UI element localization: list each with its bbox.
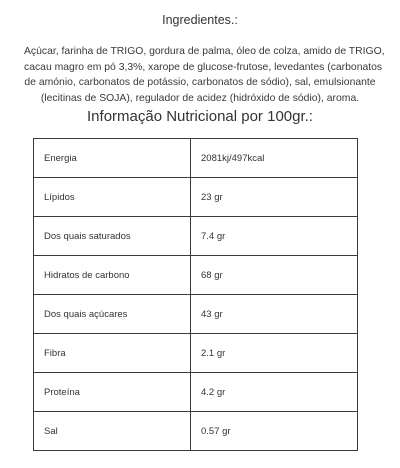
table-row	[34, 217, 358, 256]
table-row	[34, 373, 358, 412]
table-row	[34, 334, 358, 373]
ingredients-title: Ingredientes.:	[162, 13, 238, 27]
table-row	[34, 295, 358, 334]
nutrition-table	[33, 138, 358, 451]
ingredients-line: Açúcar, farinha de TRIGO, gordura de palma, óleo de colza, amido de TRIGO,	[24, 46, 385, 57]
table-row	[34, 139, 358, 178]
ingredients-text	[24, 44, 385, 106]
nutrient-value: 4.2 gr	[191, 373, 358, 412]
table-row	[34, 412, 358, 451]
nutrient-value: 0.57 gr	[191, 412, 358, 451]
table-row	[34, 178, 358, 217]
nutrition-title: Informação Nutricional por 100gr.:	[87, 108, 313, 125]
nutrient-name: Fibra	[34, 334, 191, 373]
nutrient-value: 43 gr	[191, 295, 358, 334]
nutrient-name: Hidratos de carbono	[34, 256, 191, 295]
nutrient-name: Energia	[34, 139, 191, 178]
nutrient-value: 7.4 gr	[191, 217, 358, 256]
ingredients-line: (lecitinas de SOJA), regulador de acidez (hidróxido de sódio), aroma.	[40, 92, 360, 104]
ingredients-line: de amónio, carbonatos de potássio, carbonatos de sódio), sal, emulsionante	[24, 77, 376, 88]
nutrient-name: Dos quais açúcares	[34, 295, 191, 334]
nutrient-name: Sal	[34, 412, 191, 451]
nutrient-name: Dos quais saturados	[34, 217, 191, 256]
table-row	[34, 256, 358, 295]
nutrient-value: 23 gr	[191, 178, 358, 217]
ingredients-line: cacau magro em pó 3,3%, xarope de glucose-frutose, levedantes (carbonatos	[24, 61, 383, 73]
nutrient-value: 2081kj/497kcal	[191, 139, 358, 178]
nutrient-name: Proteína	[34, 373, 191, 412]
nutrient-value: 68 gr	[191, 256, 358, 295]
nutrient-value: 2.1 gr	[191, 334, 358, 373]
nutrient-name: Lípidos	[34, 178, 191, 217]
